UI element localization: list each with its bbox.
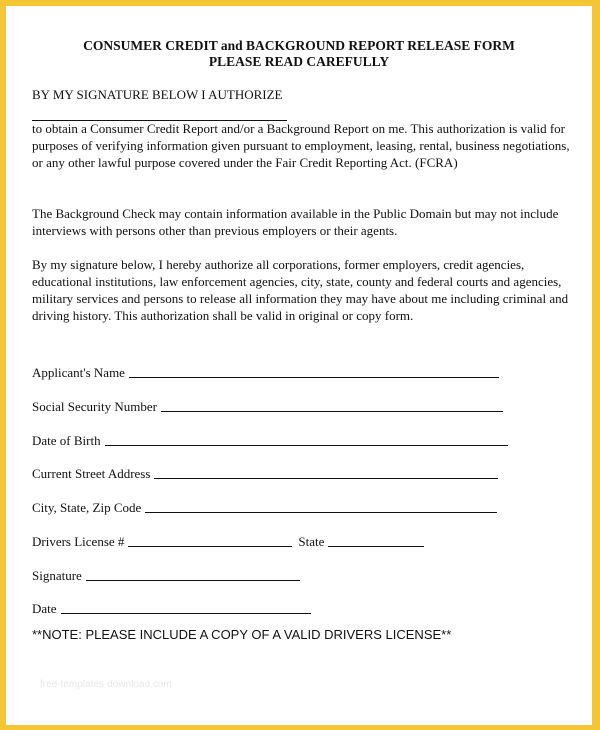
date-label: Date — [32, 601, 57, 616]
street-address-row — [32, 464, 498, 482]
street-address-field[interactable] — [154, 478, 498, 479]
signature-row — [32, 566, 300, 584]
state-field[interactable] — [328, 546, 424, 547]
date-field[interactable] — [61, 613, 311, 614]
state-label: State — [298, 534, 325, 549]
city-state-zip-label: City, State, Zip Code — [32, 500, 142, 515]
license-note: **NOTE: PLEASE INCLUDE A COPY OF A VALID DRIVERS LICENSE** — [32, 627, 452, 642]
form-title: CONSUMER CREDIT and BACKGROUND REPORT RELEASE FORM — [83, 38, 515, 53]
date-row — [32, 599, 311, 617]
drivers-license-field[interactable] — [128, 546, 292, 547]
street-address-label: Current Street Address — [32, 466, 151, 481]
city-state-zip-row — [32, 498, 497, 516]
watermark: free-templates-download.com — [40, 679, 172, 690]
city-state-zip-field[interactable] — [145, 512, 497, 513]
form-subtitle: PLEASE READ CAREFULLY — [208, 54, 390, 69]
dob-label: Date of Birth — [32, 433, 101, 448]
drivers-license-row — [32, 532, 424, 550]
form-page — [6, 6, 592, 725]
authorize-heading: BY MY SIGNATURE BELOW I AUTHORIZE — [32, 87, 283, 102]
ssn-row — [32, 397, 503, 415]
authorization-paragraph: to obtain a Consumer Credit Report and/or a Background Report on me. This authorization is valid for purposes of verifying information given pursuant to employment, leasing, rental, business negotiations, or any other lawful purpose covered under the Fair Credit Reporting Act. (FCRA) — [32, 121, 570, 170]
signature-label: Signature — [32, 568, 82, 583]
dob-row — [32, 431, 508, 449]
applicant-name-row — [32, 363, 499, 381]
drivers-license-label: Drivers License # — [32, 534, 125, 549]
release-paragraph: By my signature below, I hereby authorize all corporations, former employers, credit agencies, educational institutions, law enforcement agencies, city, state, county and federal courts and agencies, military services and persons to release all information they may have about me including criminal and driving history. This authorization shall be valid in original or copy form. — [32, 257, 569, 323]
ssn-field[interactable] — [161, 411, 503, 412]
dob-field[interactable] — [105, 445, 508, 446]
signature-field[interactable] — [86, 580, 300, 581]
background-check-paragraph: The Background Check may contain information available in the Public Domain but may not include interviews with persons other than previous employers or their agents. — [32, 206, 559, 238]
ssn-label: Social Security Number — [32, 399, 157, 414]
applicant-name-field[interactable] — [129, 377, 499, 378]
applicant-name-label: Applicant's Name — [32, 365, 125, 380]
